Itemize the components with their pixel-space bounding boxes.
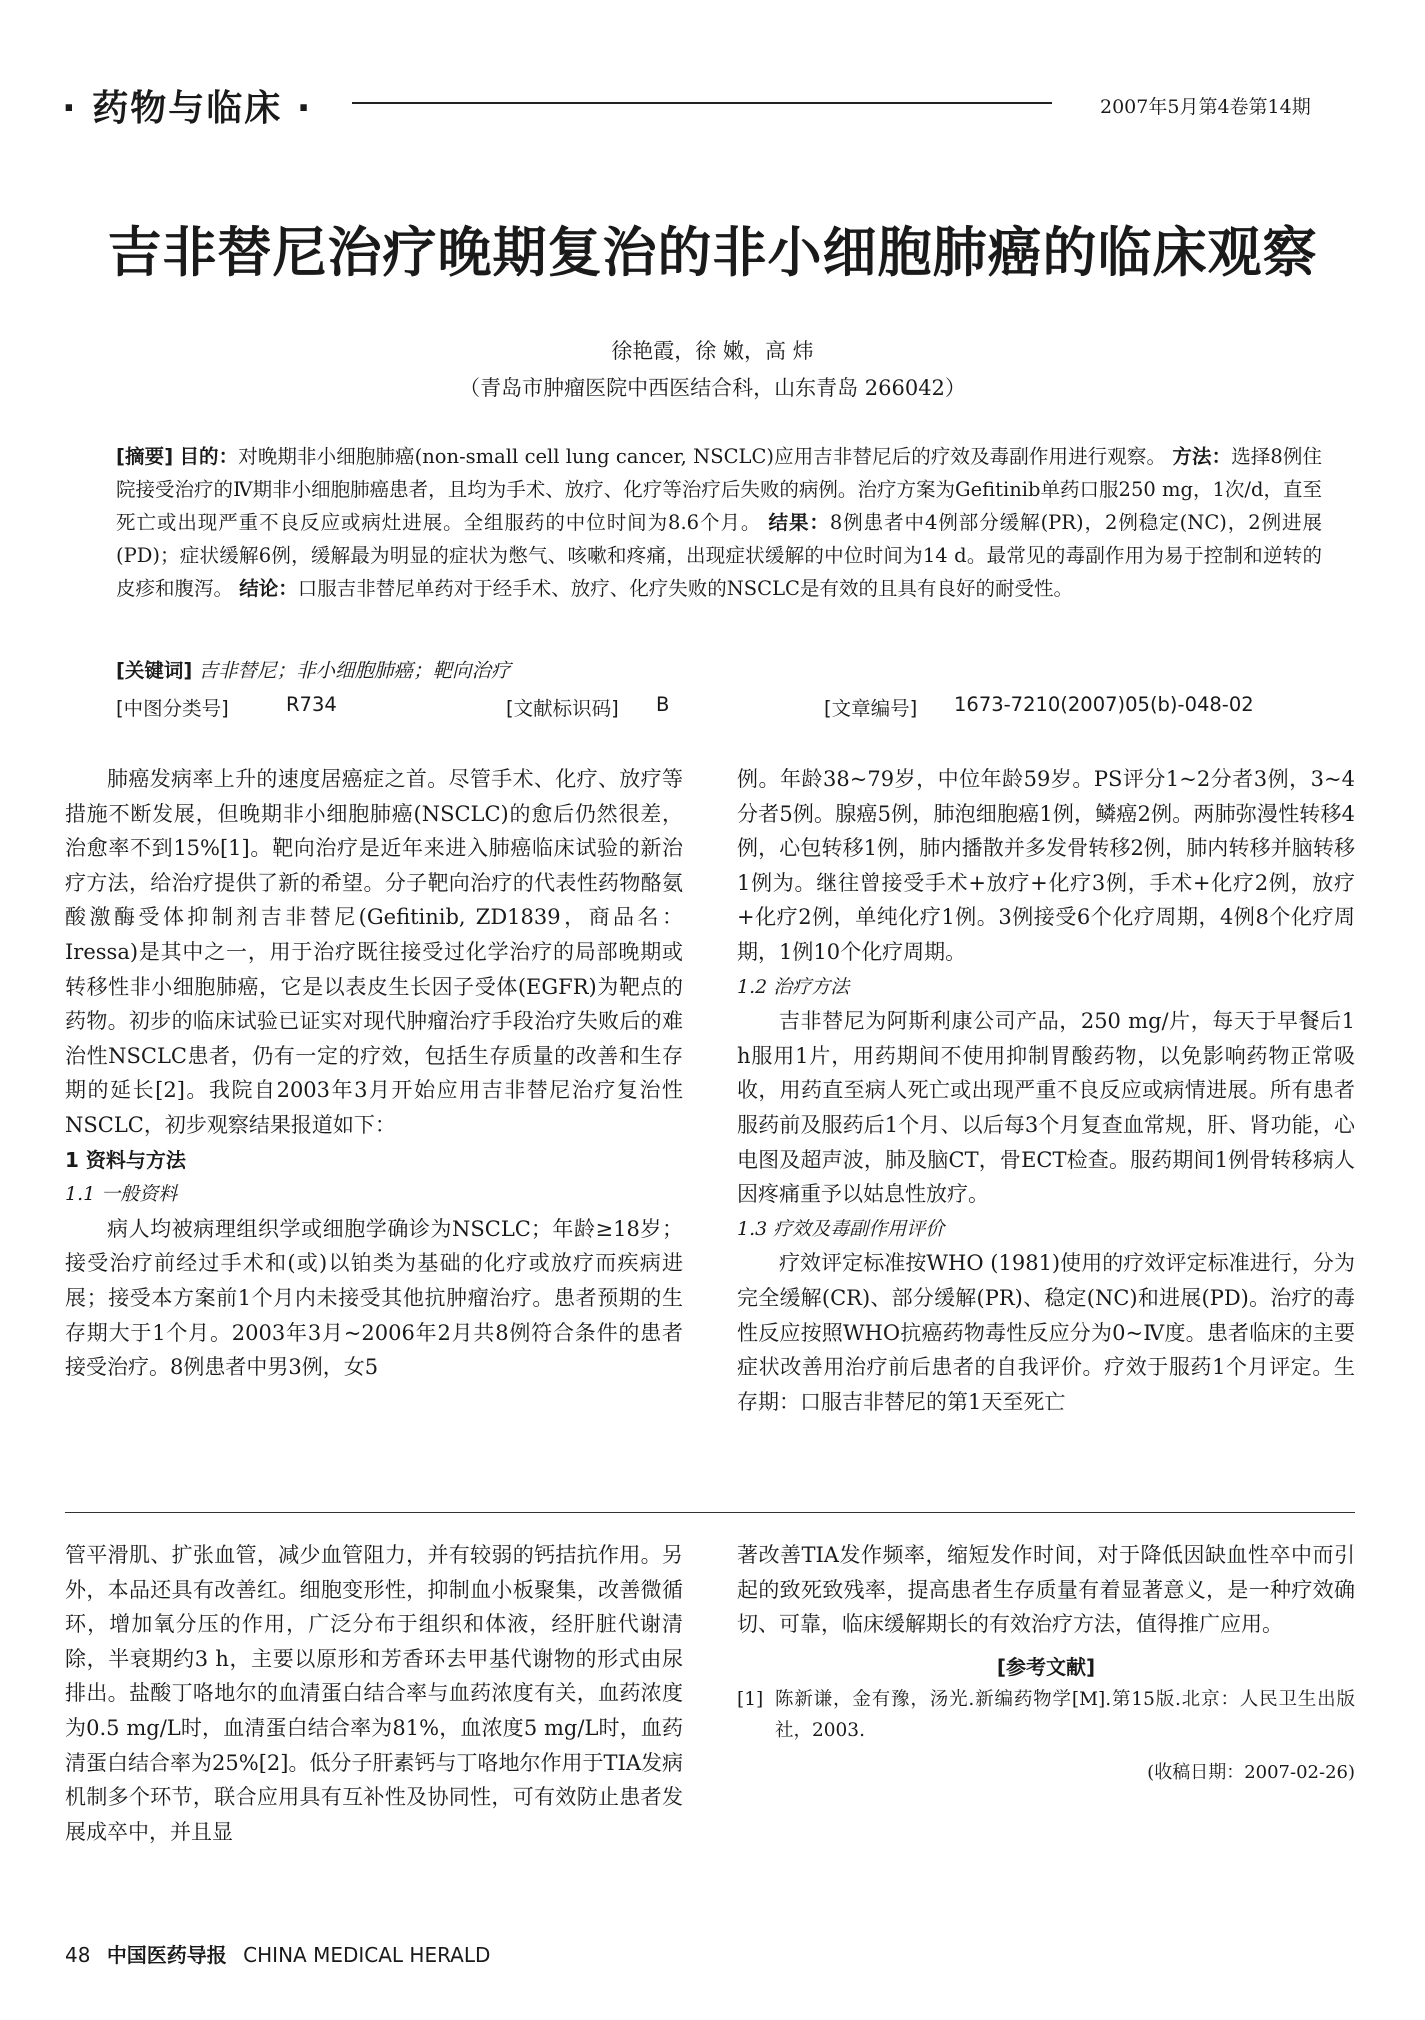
treatment-paragraph: 吉非替尼为阿斯利康公司产品，250 mg/片，每天于早餐后1 h服用1片，用药期间不使用抑制胃酸药物，以免影响药物正常吸收，用药直至病人死亡或出现严重不良反应或病情进展。所有患者服药前及服药后1个月、以后每3个月复查血常规，肝、肾功能，心电图及超声波，肺及脑CT，骨ECT检查。服药期间1例骨转移病人因疼痛重予以姑息性放疗。 <box>737 1009 1355 1207</box>
authors: 徐艳霞，徐 嫩，高 炜 <box>611 339 814 363</box>
conclusion-label: 结论： <box>239 577 298 600</box>
clc-label: [中图分类号] <box>116 697 229 720</box>
continuation-left-column <box>65 1538 683 1849</box>
page-footer <box>65 1939 490 1968</box>
continuation-paragraph: 管平滑肌、扩张血管，减少血管阻力，并有较弱的钙拮抗作用。另外，本品还具有改善红。细胞变形性，抑制血小板聚集，改善微循环，增加氧分压的作用，广泛分布于组织和体液，经肝脏代谢清除，半衰期约3 h，主要以原形和芳香环去甲基代谢物的形式由尿排出。盐酸丁咯地尔的血清蛋白结合率与血药浓度有关，血药浓度为0.5 mg/L时，血清蛋白结合率为81%，血浓度5 mg/L时，血药清蛋白结合率为25%[2]。低分子肝素钙与丁咯地尔作用于TIA发病机制多个环节，联合应用具有互补性及协同性，可有效防止患者发展成卒中，并且显 <box>65 1543 683 1844</box>
reference-number: [1] <box>737 1689 764 1711</box>
keywords-label: [关键词] <box>116 659 193 682</box>
journal-name-en: CHINA MEDICAL HERALD <box>243 1943 491 1967</box>
keywords <box>116 655 1322 683</box>
body-left-column <box>65 762 683 1385</box>
article-title: 吉非替尼治疗晚期复治的非小细胞肺癌的临床观察 <box>107 221 1318 284</box>
results-label: 结果： <box>768 511 830 534</box>
patients-paragraph: 例。年龄38~79岁，中位年龄59岁。PS评分1~2分者3例，3~4分者5例。腺癌5例，肺泡细胞癌1例，鳞癌2例。两肺弥漫性转移4例，心包转移1例，肺内播散并多发骨转移2例，肺内转移并脑转移1例为。继往曾接受手术+放疗+化疗3例，手术+化疗2例，放疗+化疗2例，单纯化疗1例。3例接受6个化疗周期，4例8个化疗周期，1例10个化疗周期。 <box>737 767 1355 964</box>
conclusion-text: 口服吉非替尼单药对于经手术、放疗、化疗失败的NSCLC是有效的且具有良好的耐受性。 <box>297 577 1073 600</box>
continuation-right-column <box>737 1538 1355 1791</box>
abstract <box>116 440 1322 605</box>
abstract-label: [摘要] <box>116 445 174 468</box>
keywords-text: 吉非替尼；非小细胞肺癌；靶向治疗 <box>198 659 511 682</box>
reference-item <box>737 1684 1355 1746</box>
section-heading-1: 1 资料与方法 <box>65 1147 186 1172</box>
subsection-heading-1-3: 1.3 疗效及毒副作用评价 <box>737 1217 945 1240</box>
general-data-paragraph: 病人均被病理组织学或细胞学确诊为NSCLC；年龄≥18岁；接受治疗前经过手术和(或)以铂类为基础的化疗或放疗而疾病进展；接受本方案前1个月内未接受其他抗肿瘤治疗。患者预期的生存期大于1个月。2003年3月~2006年2月共8例符合条件的患者接受治疗。8例患者中男3例，女5 <box>65 1216 683 1380</box>
article-no-value: 1673-7210(2007)05(b)-048-02 <box>954 693 1254 716</box>
doc-code-value: B <box>656 693 670 716</box>
doc-code-label: [文献标识码] <box>506 697 619 720</box>
issue-info: 2007年5月第4卷第14期 <box>1100 96 1311 118</box>
received-date: (收稿日期：2007-02-26) <box>1147 1762 1355 1784</box>
clc-value: R734 <box>286 693 337 716</box>
objective-text: 对晚期非小细胞肺癌(non-small cell lung cancer, NSCLC)应用吉非替尼后的疗效及毒副作用进行观察。 <box>238 445 1167 468</box>
section-heading: · 药物与临床 · <box>62 88 313 129</box>
methods-text: 选择8例住院接受治疗的Ⅳ期非小细胞肺癌患者，且均为手术、放疗、化疗等治疗后失败的病例。治疗方案为Gefitinib单药口服250 mg，1次/d，直至死亡或出现严重不良反应或病灶进展。全组服药的中位时间为8.6个月。 <box>116 445 1322 534</box>
results-text: 8例患者中4例部分缓解(PR)，2例稳定(NC)，2例进展(PD)；症状缓解6例，缓解最为明显的症状为憋气、咳嗽和疼痛，出现症状缓解的中位时间为14 d。最常见的毒副作用为易于控制和逆转的皮疹和腹泻。 <box>116 511 1322 600</box>
journal-name-cn: 中国医药导报 <box>106 1943 227 1967</box>
page-number: 48 <box>65 1943 91 1967</box>
references-title: [参考文献] <box>996 1654 1096 1679</box>
affiliation: （青岛市肿瘤医院中西医结合科，山东青岛 266042） <box>459 376 966 400</box>
methods-label: 方法： <box>1172 445 1232 468</box>
intro-paragraph: 肺癌发病率上升的速度居癌症之首。尽管手术、化疗、放疗等措施不断发展，但晚期非小细胞肺癌(NSCLC)的愈后仍然很差，治愈率不到15%[1]。靶向治疗是近年来进入肺癌临床试验的新治疗方法，给治疗提供了新的希望。分子靶向治疗的代表性药物酪氨酸激酶受体抑制剂吉非替尼(Gefitinib, ZD1839，商品名：Iressa)是其中之一，用于治疗既往接受过化学治疗的局部晚期或转移性非小细胞肺癌，它是以表皮生长因子受体(EGFR)为靶点的药物。初步的临床试验已证实对现代肿瘤治疗手段治疗失败后的难治性NSCLC患者，仍有一定的疗效，包括生存质量的改善和生存期的延长[2]。我院自2003年3月开始应用吉非替尼治疗复治性NSCLC，初步观察结果报道如下： <box>65 767 683 1137</box>
subsection-heading-1-1: 1.1 一般资料 <box>65 1183 178 1206</box>
article-divider <box>65 1512 1355 1513</box>
evaluation-paragraph: 疗效评定标准按WHO (1981)使用的疗效评定标准进行，分为完全缓解(CR)、部分缓解(PR)、稳定(NC)和进展(PD)。治疗的毒性反应按照WHO抗癌药物毒性反应分为0~Ⅳ度。患者临床的主要症状改善用治疗前后患者的自我评价。疗效于服药1个月评定。生存期：口服吉非替尼的第1天至死亡 <box>737 1251 1355 1414</box>
body-right-column <box>737 762 1355 1419</box>
reference-text: 陈新谦，金有豫，汤光.新编药物学[M].第15版.北京：人民卫生出版社，2003. <box>775 1689 1355 1742</box>
conclusion-paragraph: 著改善TIA发作频率，缩短发作时间，对于降低因缺血性卒中而引起的致死致残率，提高患者生存质量有着显著意义，是一种疗效确切、可靠，临床缓解期长的有效治疗方法，值得推广应用。 <box>737 1543 1355 1637</box>
header-rule <box>352 102 1052 104</box>
objective-label: 目的： <box>179 445 239 468</box>
subsection-heading-1-2: 1.2 治疗方法 <box>737 975 850 998</box>
article-no-label: [文章编号] <box>824 697 918 720</box>
